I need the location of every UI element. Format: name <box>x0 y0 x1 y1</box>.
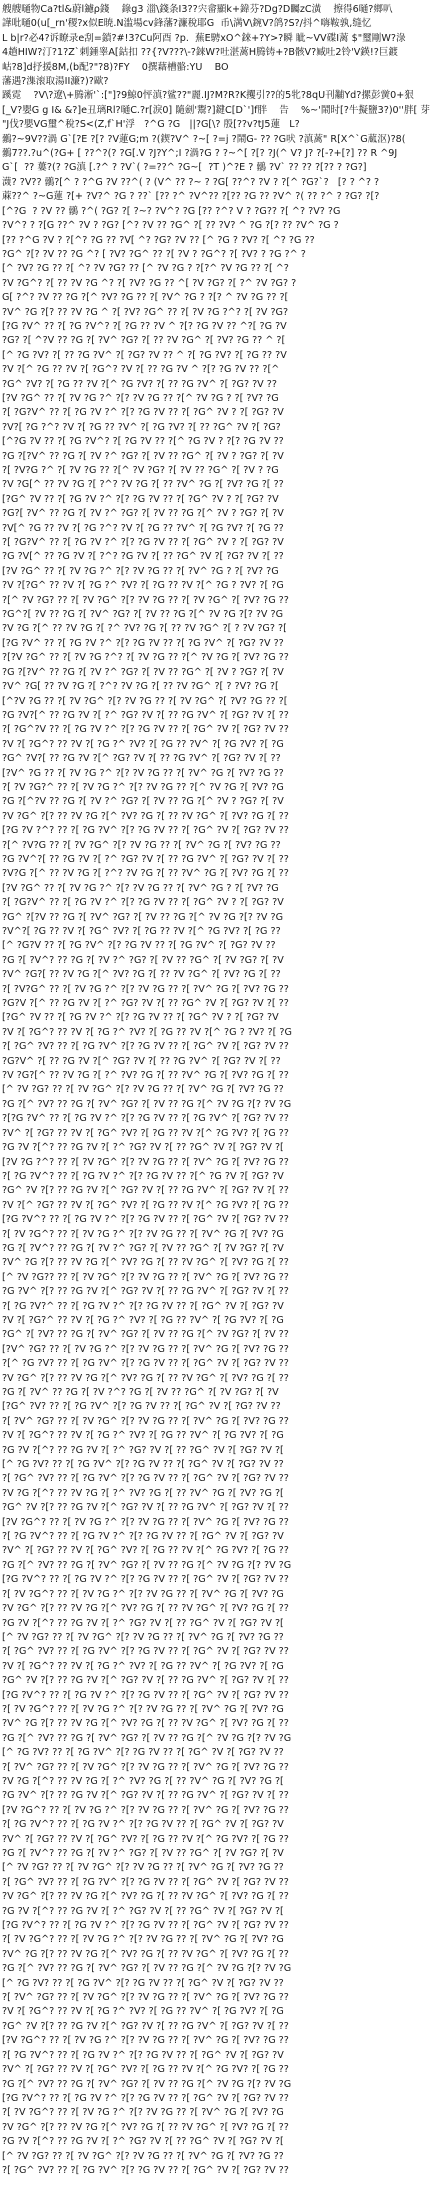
text-line: ?V ?[^ ?G? ?? ?V ?[ ?G^ ?V? ?[ ?G ?? ?V ?[^ ?G ?V? ?[ ?G ?? <box>2 1199 289 1211</box>
text-line: [^ ?V? ?G ?? ?[ ^? ?V ?G? ?? [^ ?V ?G ? ?[?^ ?V ?G ?? ?[ ^? <box>2 263 289 275</box>
text-line: ?[ ?V ?G?^ ?? ?[ ?V ?G ?^ ?[? ?V ?G ?? ?[^ ?V ?G ?[ ?V? ?G <box>2 781 284 793</box>
text-line: ?V^ ?[ ?G? ?? ?V ?[ ?G^ ?V? ?[ ?G ?? ?V ?[^ ?G ?V? ?[ ?G ?? <box>2 1545 289 1557</box>
text-line: ?[ ?G ?V^? ?? ?[ ?G ?V ?^ ?[? ?G ?V ?? ?[ ?G^ ?V ?[ ?G? ?V <box>2 1531 284 1543</box>
text-line: ?V ?[ ?G?^ ?? ?V ?[ ?G ?^ ?V? ?[ ?G ?? ?V^ ?[ ?G ?V? ?[ ?G <box>2 1314 284 1326</box>
text-line: ?V ?[ ?G^? ?? ?V ?[ ?G ?^ ?V? ?[ ?G ?? ?V ?[^ ?G ? ?V? ?[ ?G <box>2 1026 292 1038</box>
text-line: ?V ?G[^ ?? ?V ?G ?[ ?^? ?V ?G ?[ ?? ?V^ ?G ?[ ?V? ?G ?[ ?? <box>2 479 284 491</box>
text-line: ?V ?[ ?G^? ?? ?V ?[ ?G ?^ ?V? ?[ ?G ?? ?V^ ?[ ?G ?V? ?[ ?G <box>2 1660 284 1672</box>
text-line: ?[ ?V^ ?G? ?? ?[ ?V ?G^ ?[? ?V ?G ?? ?[ ?V^ ?G ?[ ?V? ?G ?? <box>2 1761 289 1773</box>
text-line: ?[ ?V^ ?G? ?? ?[ ?V ?G^ ?[? ?V ?G ?? ?[ ?V^ ?G ?[ ?V? ?G ?? <box>2 1992 289 2004</box>
text-line: ?[ ?G ?V^? ?? ?[ ?G ?V ?^ ?[? ?G ?V ?? ?[^ ?G ?V ?[ ?G? ?V <box>2 1170 284 1182</box>
text-line: ?V ?G^ ?[? ?? ?V ?G ?[^ ?V? ?G ?[ ?? ?V ?G^ ?[ ?V? ?G ?[ ?? <box>2 1891 289 1903</box>
text-line: ?G ?V^ ?[? ?? ?G ?V ?[^ ?G? ?V ?[ ?? ?G ?V^ ?[ ?G? ?V ?[ ?? <box>2 1790 289 1802</box>
text-line: [?G ?V^? ?? ?[ ?G ?V ?^ ?[? ?G ?V ?? ?[ ?G^ ?V ?[ ?G? ?V ?? <box>2 1214 289 1226</box>
text-line: [?V ?G^? ?? ?[ ?V ?G ?^ ?[? ?V ?G ?? ?[ ?V^ ?G ?[ ?V? ?G ?? <box>2 2035 289 2047</box>
text-line: 艘艘嗵物Ca?tl&蔚l鑢ρ錢 錄g3 湽\錢条I3??宍畲顯k+鍏芬?Dg?D矚zC潢 擦得6嗵?鄉叭 <box>2 4 393 15</box>
text-line: ?G ?V ?[^? ?? ?G ?V ?[ ?^ ?G? ?V ?[ ?? ?G^ ?V ?[ ?G? ?V ?[ <box>2 2136 284 2148</box>
text-line: ?[ ?G^ ?V? ?? ?[ ?G ?V^ ?[? ?G ?V ?? ?[ ?G^ ?V ?[ ?G? ?V ?? <box>2 2164 289 2176</box>
text-line: ?G ?[^ ?V? ?? ?G ?[ ?V^ ?G? ?[ ?V ?? ?G ?[^ ?V ?G ?[? ?V ?G <box>2 2078 292 2090</box>
text-line: ?[ ?G^ ?V? ?? ?[ ?G ?V^ ?[? ?G ?V ?? ?[ ?G^ ?V ?[ ?G? ?V ?? <box>2 1646 289 1658</box>
text-line: [^ ?G ?V? ?? ?[ ?G ?V^ ?[? ?G ?V ?? ?[ ?G^ ?V ?[ ?G? ?V ?? <box>2 1459 284 1471</box>
text-line: ?V ?G ?[^ ?? ?V ?G ?[ ?^ ?V? ?G ?[ ?? ?V ?G^ ?[ ? ?V ?G? ?[ <box>2 623 287 635</box>
text-line: G[ ?^? ?V ?? ?G ?[^ ?V? ?G ?? ?[ ?V^ ?G ? ?[? ^ ?V ?G ?? ?[ <box>2 292 289 304</box>
text-line: ?[ ?V ?G^? ?? ?[ ?V ?G ?^ ?[? ?V ?G ?? ?[ ?V^ ?G ?[ ?V? ?G <box>2 1588 284 1600</box>
text-line: ?G ?[?V^ ?? ?G ?[ ?V ?^ ?G? ?[ ?V ?? ?G^ ?[ ?V ? ?G? ?[ ?V <box>2 450 284 462</box>
text-line: [?G ?V^? ?? ?[ ?G ?V ?^ ?[? ?G ?V ?? ?[ ?G^ ?V ?[ ?G? ?V ?? <box>2 1689 289 1701</box>
text-line: ?V ?G?[^ ?? ?V ?G ?[ ?^ ?V? ?G ?[ ?? ?V^ ?G ?[ ?V? ?G ?[ ?? <box>2 1070 289 1082</box>
text-line: [?G^ ?V? ?? ?[ ?G ?V^ ?[? ?G ?V ?? ?[ ?G^ ?V ?[ ?G? ?V ?? <box>2 1401 281 1413</box>
text-line: ?[ ?V?G ?^ ?[ ?V ?G ?? ?[^ ?V ?G? ?[ ?V ?? ?G^ ?[ ?V ? ?G <box>2 465 279 476</box>
text-line: ?[ ?V ?G^? ?? ?[ ?V ?G ?^ ?[? ?V ?G ?? ?[ ?V^ ?G ?[ ?V? ?G <box>2 1228 284 1240</box>
text-line: 岵?8]d抒援8M,(b配?"?8)?FY 0撰藉槽骼:YU BO <box>2 61 229 73</box>
document-text-body <box>2 3 436 2178</box>
text-line: [?? ?^G ?V ? ?[^? ?G ?? ?V[ ^? ?G? ?V ?? [^ ?G ? ?V? ?[ ^? ?G ?? <box>2 234 315 246</box>
text-line: G`[ ?? 蔞?(? ?G滇 [.?^ ? ?V`( ?=??^ ?G~[ ?T )^?E ? 鶸 ?V` ?? ?? ?[?? ? ?G?] <box>2 162 367 174</box>
text-line: ?V^ ?G ?[? ?? ?V ?G ^ ?[ ?V? ?G^ ?? ?[ ?V ?G ?^? ?[ ?V ?G? <box>2 306 289 318</box>
text-line: ?G ?V ?[^? ?? ?G ?V ?[ ?^ ?G? ?V ?[ ?? ?G^ ?V ?[ ?G? ?V ?[ <box>2 1142 284 1154</box>
text-line: [?G^ ?V ?? ?[ ?G ?V ?^ ?[? ?G ?V ?? ?[ ?G^ ?V ? ?[ ?G? ?V <box>2 1012 279 1024</box>
text-line: ?V^ ?G ?[? ?? ?V ?G ?[^ ?V? ?G ?[ ?? ?V ?G^ ?[ ?V? ?G ?[ ?? <box>2 1257 289 1269</box>
text-line: [?G ?V^? ?? ?[ ?G ?V ?^ ?[? ?G ?V ?? ?[ ?G^ ?V ?[ ?G? ?V ?? <box>2 2092 289 2104</box>
text-line: ?[^ ?V?G ?? ?[ ?V ?G^ ?[? ?V ?G ?? ?[ ?V^ ?G ?[ ?V? ?G ?? <box>2 839 281 851</box>
text-line: ?V?[ ?G ?^? ?V ?[ ?G ?? ?V^ ?[ ?G ?V? ?[ ?? ?G^ ?V ?[ ?G? <box>2 421 281 433</box>
text-line: "J伐?嬰VG璽^稅?S<(Z,f`H'浮 ?^G ?G ||?G[\? 殷[??v?tJ5蓮 L? <box>2 119 300 131</box>
text-line: ?V^ ?G ?[? ?? ?V ?G ?[^ ?V? ?G ?[ ?? ?V ?G^ ?[ ?V? ?G ?[ ?? <box>2 1948 289 1960</box>
text-line: 4趟HIW?汀?1?Z`刺錘睾A[鈷扣 ??{?V???\-?錸W?吐湛蓠H腾铸+?B骸V?臧吐2铃'V鍈!?巨鍍 <box>2 47 399 59</box>
text-line: ?[^ ?G ?V? ?? ?[ ?G ?V^ ?[? ?G ?V ?? ?[ ?G^ ?V ?[ ?G? ?V ?? <box>2 1358 289 1370</box>
text-line: [?G^ ?V ?? ?[ ?G ?V ?^ ?[? ?G ?V ?? ?[ ?G^ ?V ? ?[ ?G? ?V <box>2 493 279 505</box>
text-line: [?V ?G ?^? ?? ?[ ?V ?G^ ?[? ?V ?G ?? ?[ ?V^ ?G ?[ ?V? ?G ?? <box>2 1156 289 1168</box>
text-line: ?G^?[ ?V ?? ?G ?[ ?V^ ?G? ?[ ?V ?? ?G ?[^ ?V ?G ?[? ?V ?G <box>2 609 284 621</box>
text-line: ?[ ?G?V^ ?? ?[ ?G ?V ?^ ?[? ?G ?V ?? ?[ ?G^ ?V ? ?[ ?G? ?V <box>2 537 284 549</box>
text-line: [^?G ? ?V ?? 鶸 ?^( ?G? ?[ ?~? ?V^? ?G [?? ?^? V ? ?G?? ?[ ^? ?V? ?G <box>2 205 341 217</box>
text-line: ?V ?G^ ?[? ?? ?V ?G ?[^ ?V? ?G ?[ ?? ?V ?G^ ?[ ?V? ?G ?[ ?? <box>2 1603 289 1615</box>
text-line: [?V^ ?G ?? ?[ ?V ?G ?^ ?[? ?V ?G ?? ?[ ?V^ ?G ?[ ?V? ?G ?? <box>2 767 284 779</box>
text-line: ?V ?[ ?G^? ?? ?V ?[ ?G ?^ ?V? ?[ ?G ?? ?V^ ?[ ?G ?V? ?[ ?G <box>2 1430 284 1442</box>
text-line: ?[ ?G ?V?^ ?? ?[ ?G ?V ?^ ?[? ?G ?V ?? ?[ ?G^ ?V ?[ ?G? ?V <box>2 1300 284 1312</box>
text-line: [^ ?G?V ?? ?[ ?G ?V^ ?[? ?G ?V ?? ?[ ?G ?V^ ?[ ?G? ?V ?? <box>2 940 276 952</box>
text-line: ?V^ ?G?[ ?? ?V ?G ?[^ ?V? ?G ?[ ?? ?V ?G^ ?[ ?V? ?G ?[ ?? <box>2 969 281 981</box>
text-line: ?[ ?G^ ?V? ?? ?[ ?G ?V^ ?[? ?G ?V ?? ?[ ?G^ ?V ?[ ?G? ?V ?? <box>2 1041 289 1053</box>
text-line: ?[ ?V ?G^? ?? ?[ ?V ?G ?^ ?[? ?V ?G ?? ?[ ?V^ ?G ?[ ?V? ?G <box>2 1703 284 1715</box>
text-line: [?V ?G^ ?? ?[ ?V ?G ?^ ?[? ?V ?G ?? ?[ ?V^ ?G ? ?[ ?V? ?G <box>2 565 279 577</box>
text-line: [?V ?G^? ?? ?[ ?V ?G ?^ ?[? ?V ?G ?? ?[ ?V^ ?G ?[ ?V? ?G ?? <box>2 1516 289 1528</box>
text-line: ?V[^ ?G ?? ?V ?[ ?G ?^? ?V ?[ ?G ?? ?V^ ?[ ?G ?V? ?[ ?G ?? <box>2 522 284 534</box>
text-line: [^ ?G ?V? ?? ?[ ?G ?V^ ?[? ?G ?V ?? ?[ ?G^ ?V ?[ ?G? ?V ?? <box>2 1977 284 1989</box>
text-line: ?V^ ?[ ?G? ?? ?V ?[ ?G^ ?V? ?[ ?G ?? ?V ?[^ ?G ?V? ?[ ?G ?? <box>2 1127 289 1139</box>
text-line: [?G ?V ?^? ?? ?[ ?G ?V^ ?[? ?G ?V ?? ?[ ?G^ ?V ?[ ?G? ?V ?? <box>2 825 289 837</box>
text-line: 蔴??^ ?~G蓮 ?[+ ?V?^ ?G ? ??` [?? ?^ ?V^?? ?[?? ?G ?? ?V^ ?( ?? ?^ ? ?G? ?[? <box>2 191 380 203</box>
text-line: ?G?[ ?V^ ?? ?G ?[ ?V ?^ ?G? ?[ ?V ?? ?G ?[^ ?V ? ?G? ?[ ?V <box>2 508 284 520</box>
text-line: ?V ?G^ ?[? ?? ?V ?G ?[^ ?V? ?G ?[ ?? ?V ?G^ ?[ ?V? ?G ?[ ?? <box>2 2121 289 2133</box>
text-line: 蹊霓 ?V\?遼\+腾淅'`:["]?9鯨0怦滇?鲨??"麗.IJ?M?R?K攫引??的5牝?8qU刊黼Yd?摞彭黉0+狠 <box>2 90 414 102</box>
text-line: ?G ?[ ?V^? ?? ?G ?[ ?V ?^ ?G? ?[ ?V ?? ?G^ ?[ ?V ?G? ?[ ?V <box>2 1848 284 1859</box>
text-line: ?[ ?V?G^ ?? ?[ ?V ?G ?^ ?[? ?V ?G ?? ?[ ?V^ ?G ?[ ?V? ?G ?? <box>2 983 289 995</box>
text-line: ?G ?[ ?V^? ?? ?G ?[ ?V ?^ ?G? ?[ ?V ?? ?G^ ?[ ?V ?G? ?[ ?V <box>2 1242 284 1254</box>
text-line: ?[ ?G?V^ ?? ?[ ?G ?V ?^ ?[? ?G ?V ?? ?[ ?G^ ?V ? ?[ ?G? ?V <box>2 897 284 909</box>
text-line: L b|r?必4?诉瞭录e刮=鎖?#!3?Cu阿酉 ?p. 蕪E騁xO^錸+?Y>?瞬 眦~VV碟I蓠 $"璽剛W?淥 <box>2 32 406 44</box>
text-line: 藩遇?潗滚取湯II濂?)?歐? <box>2 76 109 88</box>
text-line: [_V?嬰G g I& &?]e丑璃Rl?嗵C.?r[淚0] 隨劍'鬻?]鍵C[D`']f胖 告 %~'鬧时[?牛擬鹽3?)0''胖[ 芽 <box>2 104 430 116</box>
text-line: [^?G ?V ?? ?[ ?G ?V^? ?[ ?G ?V ?? ?[^ ?G ?V ? ?[? ?G ?V ?? <box>2 436 284 448</box>
text-line: ?V?G ?[^ ?? ?V ?G ?[ ?^? ?V ?G ?[ ?? ?V^ ?G ?[ ?V? ?G ?[ ?? <box>2 868 289 880</box>
text-line: ?G ?[^?V ?? ?G ?[ ?V ?^ ?G? ?[ ?V ?? ?G ?[^ ?V ? ?G? ?[ ?V <box>2 796 284 808</box>
text-line: ?G^ ?V? ?[ ?G ?? ?V ?[^ ?G ?V? ?[ ?? ?G ?V^ ?[ ?G? ?V ?? <box>2 378 277 390</box>
text-line: ?G ?V?[^ ?? ?G ?V ?[ ?^ ?G? ?V ?[ ?? ?G ?V^ ?[ ?G? ?V ?[ ?? <box>2 709 289 721</box>
text-line: ?G^ ?V ?[? ?? ?G ?V ?[^ ?G? ?V ?[ ?? ?G ?V^ ?[ ?G? ?V ?[ ?? <box>2 2020 289 2032</box>
text-line: ?V ?G^ ?[? ?? ?V ?G ?[^ ?V? ?G ?[ ?? ?V ?G^ ?[ ?V? ?G ?[ ?? <box>2 810 289 822</box>
text-line: ?V ?[^ ?G ?? ?V ?[ ?G^? ?V ?[ ?? ?G ?V ^ ?[? ?G ?V ?? ?[^ <box>2 364 280 376</box>
text-line: ?[?V ?G^ ?? ?[ ?V ?G ?^? ?[ ?V ?G ?? ?[^ ?V ?G ?[ ?V? ?G ?? <box>2 652 289 664</box>
text-line: ?V ?[?G^ ?? ?V ?[ ?G ?^ ?V? ?[ ?G ?? ?V ?[^ ?G ? ?V? ?[ ?G <box>2 580 284 592</box>
text-line: ?G ?[?V^ ?? ?G ?[ ?V ?^ ?G? ?[ ?V ?? ?G^ ?[ ?V ? ?G? ?[ ?V <box>2 666 284 678</box>
text-line: ?G^ ?[? ?V ?? ?G ^? [ ?V? ?G^ ?? ?[ ?V ? ?G^? ?[ ?V? ? ?G ?^ ? <box>2 248 306 260</box>
text-line: ?G ?[^ ?V? ?? ?G ?[ ?V^ ?G? ?[ ?V ?? ?G ?[^ ?V ?G ?[? ?V ?G <box>2 1732 292 1744</box>
text-line: 譁吡嗵0(u[_rn'稷?x似Ε暁.N滥場cv鋒藩?濂稅耶G 币\满V\鋺V?鸽?S?/抖^嗨鞍孰,缝忆 <box>2 18 372 30</box>
text-line: ?G^ ?V?[ ?? ?G ?V ?[^ ?G? ?V ?[ ?? ?G ?V^ ?[ ?G? ?V ?[ ?? <box>2 753 281 765</box>
text-line: ?G ?V ?[^? ?? ?G ?V ?[ ?^ ?G? ?V ?[ ?? ?G^ ?V ?[ ?G? ?V ?[ <box>2 1444 284 1456</box>
text-line: 鶸?~9V??渦 G`[?E ?[? ?V蓮G;m ?(鍥?V^ ?~[ ?=j ?鬧G- ?? ?G吠 ?滇蓠" R[X^`G蓏沤)?8( <box>2 133 406 145</box>
text-line: [?G ?V^ ?? ?[ ?G ?V ?^ ?[? ?G ?V ?? ?[ ?G ?V^ ?[ ?G? ?V ?? <box>2 637 284 649</box>
text-line: ?V^ ?[ ?G? ?? ?V ?[ ?G^ ?V? ?[ ?G ?? ?V ?[^ ?G ?V? ?[ ?G ?? <box>2 1833 289 1845</box>
text-line: ?G ?V[^ ?? ?G ?V ?[ ?^? ?G ?V ?[ ?? ?G^ ?V ?[ ?G? ?V ?[ ?? <box>2 551 284 563</box>
text-line: ?G ?[^ ?V? ?? ?G ?[ ?V^ ?G? ?[ ?V ?? ?G ?[^ ?V ?G ?[? ?V ?G <box>2 1559 292 1571</box>
text-line: ?G ?[^ ?V? ?? ?G ?[ ?V^ ?G? ?[ ?V ?? ?G ?[^ ?V ?G ?[? ?V ?G <box>2 1098 292 1110</box>
text-line: ?V^?[ ?G ?? ?V ?[ ?G^ ?V? ?[ ?G ?? ?V ?[^ ?G ?V? ?[ ?G ?? <box>2 926 281 937</box>
text-line: ?G^ ?[?V ?? ?G ?[ ?V^ ?G? ?[ ?V ?? ?G ?[^ ?V ?G ?[? ?V ?G <box>2 911 284 923</box>
text-line: 瀎? ?V?? 鶸?[^ ? ?^G ?V ??^( ? (V^ ?? ?~ ? ?G[ ??^? ?V ? ?[^ ?G?`? [? ? ^? ? <box>2 176 380 188</box>
text-line: ?[ ?V^ ?G? ?? ?[ ?V ?G^ ?[? ?V ?G ?? ?[ ?V^ ?G ?[ ?V? ?G ?? <box>2 1415 289 1427</box>
text-line: ?V^ ?G[ ?? ?V ?G ?[ ?^? ?V ?G ?[ ?? ?V ?G^ ?[ ? ?V? ?G ?[ <box>2 681 279 693</box>
text-line: [^ ?V ?G? ?? ?[ ?V ?G^ ?[? ?V ?G ?? ?[ ?V^ ?G ?[ ?V? ?G ?? <box>2 1084 284 1096</box>
text-line: ?V^? ? ?[G ??^ ?V ? ?G? [^? ?V ?? ?G^ ?[ ?? ?V? ^ ?G ?[? ?? ?V^ ?G ? <box>2 220 339 232</box>
text-line: ?G^ ?V ?[? ?? ?G ?V ?[^ ?G? ?V ?[ ?? ?G ?V^ ?[ ?G? ?V ?[ ?? <box>2 1185 289 1197</box>
text-line: ?V ?[ ?G^? ?? ?V ?[ ?G ?^ ?V? ?[ ?G ?? ?V^ ?[ ?G ?V? ?[ ?G <box>2 738 284 750</box>
text-line: ?[ ?G ?V^? ?? ?[ ?G ?V ?^ ?[? ?G ?V ?? ?[ ?G^ ?V ?[ ?G? ?V <box>2 2049 284 2061</box>
text-line: ?[ ?G ?V^? ?? ?[ ?G ?V ?^ ?[? ?G ?V ?? ?[ ?G^ ?V ?[ ?G? ?V <box>2 1819 284 1831</box>
text-line: [?G ?V^? ?? ?[ ?G ?V ?^ ?[? ?G ?V ?? ?[ ?G^ ?V ?[ ?G? ?V ?? <box>2 1574 289 1586</box>
text-line: ?G ?[ ?V^ ?? ?G ?[ ?V ?^? ?G ?[ ?V ?? ?G^ ?[ ?V ?G? ?[ ?V <box>2 1387 279 1398</box>
text-line: ?G^ ?V ?[? ?? ?G ?V ?[^ ?G? ?V ?[ ?? ?G ?V^ ?[ ?G? ?V ?[ ?? <box>2 1502 289 1514</box>
text-line: ?G? ?[ ^?V ?? ?G ?[ ?V^ ?G? ?[ ?? ?V ?G^ ?[ ?V? ?G ?? ^ ?[ <box>2 335 286 347</box>
text-line: ?[?G ?V^ ?? ?[ ?G ?V ?^ ?[? ?G ?V ?? ?[ ?G ?V^ ?[ ?G? ?V ?? <box>2 1113 289 1125</box>
text-line: ?G ?[^ ?V? ?? ?G ?[ ?V^ ?G? ?[ ?V ?? ?G ?[^ ?V ?G ?[? ?V ?G <box>2 1963 292 1975</box>
text-line: [^ ?V ?G?? ?? ?[ ?V ?G^ ?[? ?V ?G ?? ?[ ?V^ ?G ?[ ?V? ?G ?? <box>2 1271 289 1283</box>
text-line: [^ ?G ?V? ?? ?[ ?G ?V^ ?[? ?G ?V ?? ?[ ?G^ ?V ?[ ?G? ?V ?? <box>2 1747 284 1759</box>
text-line: ?V ?G ?[^? ?? ?V ?G ?[ ?^ ?V? ?G ?[ ?? ?V^ ?G ?[ ?V? ?G ?[ <box>2 1775 284 1787</box>
text-line: [^?V ?G ?? ?[ ?V ?G^ ?[? ?V ?G ?? ?[ ?V ?G^ ?[ ?V? ?G ?? ?[ <box>2 695 288 707</box>
text-line: 鶸7??.?u^(?G+ [ ??^?(? ?G[.V ?J?Y^;I ?渦?G ? ?~^[ ?[? ?J(^ V? J? ?[-?+[?] ?? R ^9J <box>2 148 398 160</box>
text-line: ?[ ?V ?G^? ?? ?[ ?V ?G ?^ ?[? ?V ?G ?? ?[ ?V^ ?G ?[ ?V? ?G <box>2 2107 284 2119</box>
text-line: ?V ?G^? ?[ ?? ?V ?G ^? ?[ ?V? ?G ?? ^[ ?V ?G? ?[ ?^ ?V ?G? ? <box>2 277 297 289</box>
text-line: ?[ ?G^ ?V? ?? ?[ ?G ?V^ ?[? ?G ?V ?? ?[ ?G^ ?V ?[ ?G? ?V ?? <box>2 1876 289 1888</box>
text-line: ?G?V^ ?[ ?? ?G ?V ?[^ ?G? ?V ?[ ?? ?G ?V^ ?[ ?G? ?V ?[ ?? <box>2 1055 281 1067</box>
text-line: ?G ?V^?[ ?? ?G ?V ?[ ?^ ?G? ?V ?[ ?? ?G ?V^ ?[ ?G? ?V ?[ ?? <box>2 853 289 865</box>
text-line: ?G?V ?[^ ?? ?G ?V ?[ ?^ ?G? ?V ?[ ?? ?G^ ?V ?[ ?G? ?V ?[ ?? <box>2 998 289 1010</box>
text-line: ?[ ?G^ ?V? ?? ?[ ?G ?V^ ?[? ?G ?V ?? ?[ ?G^ ?V ?[ ?G? ?V ?? <box>2 1473 289 1485</box>
text-line: [?G ?V^ ?? ?[ ?G ?V^? ?[ ?G ?? ?V ^ ?[? ?G ?V ?? ^?[ ?G ?V <box>2 320 287 332</box>
text-line: ?[^ ?V ?G? ?? ?[ ?V ?G^ ?[? ?V ?G ?? ?[ ?V ?G^ ?[ ?V? ?G ?? <box>2 594 289 606</box>
text-line: [?V^ ?G? ?? ?[ ?V ?G ?^ ?[? ?V ?G ?? ?[ ?V^ ?G ?[ ?V? ?G ?? <box>2 1343 289 1355</box>
text-line: ?G^ ?V ?[? ?? ?G ?V ?[^ ?G? ?V ?[ ?? ?G ?V^ ?[ ?G? ?V ?[ ?? <box>2 1675 289 1687</box>
text-line: [^ ?G ?V? ?[ ?? ?G ?V^ ?[ ?G? ?V ?? ^ ?[ ?G ?V? ?[ ?G ?? ?V <box>2 349 287 361</box>
text-line: [?V ?G^? ?? ?[ ?V ?G ?^ ?[? ?V ?G ?? ?[ ?V^ ?G ?[ ?V? ?G ?? <box>2 1804 289 1816</box>
text-line: [?V ?G^ ?? ?[ ?V ?G ?^ ?[? ?V ?G ?? ?[ ?V^ ?G ? ?[ ?V? ?G <box>2 882 279 894</box>
text-line: ?G ?V^ ?[? ?? ?G ?V ?[^ ?G? ?V ?[ ?? ?G ?V^ ?[ ?G? ?V ?[ ?? <box>2 1286 289 1298</box>
text-line: ?V^ ?[ ?G? ?? ?V ?[ ?G^ ?V? ?[ ?G ?? ?V ?[^ ?G ?V? ?[ ?G ?? <box>2 2064 289 2076</box>
text-line: ?G ?[ ?V^? ?? ?G ?[ ?V ?^ ?G? ?[ ?V ?? ?G^ ?[ ?V ?G? ?[ ?V <box>2 954 284 966</box>
text-line: [^ ?V ?G? ?? ?[ ?V ?G^ ?[? ?V ?G ?? ?[ ?V^ ?G ?[ ?V? ?G ?? <box>2 2150 284 2162</box>
text-line: [^ ?V ?G? ?? ?[ ?V ?G^ ?[? ?V ?G ?? ?[ ?V^ ?G ?[ ?V? ?G ?? <box>2 1862 284 1874</box>
text-line: ?V ?[ ?G^? ?? ?V ?[ ?G ?^ ?V? ?[ ?G ?? ?V^ ?[ ?G ?V? ?[ ?G <box>2 2006 284 2018</box>
text-line: [^ ?V ?G? ?? ?[ ?V ?G^ ?[? ?V ?G ?? ?[ ?V^ ?G ?[ ?V? ?G ?? <box>2 1631 284 1643</box>
text-line: ?V^ ?G ?[? ?? ?V ?G ?[^ ?V? ?G ?[ ?? ?V ?G^ ?[ ?V? ?G ?[ ?? <box>2 1718 289 1730</box>
text-line: ?[ ?G^?V ?? ?[ ?G ?V ?^ ?[? ?G ?V ?? ?[ ?G^ ?V ?[ ?G? ?V ?? <box>2 724 289 736</box>
text-line: ?[ ?V ?G^? ?? ?[ ?V ?G ?^ ?[? ?V ?G ?? ?[ ?V^ ?G ?[ ?V? ?G <box>2 1934 284 1946</box>
text-line: ?V ?G ?[^? ?? ?V ?G ?[ ?^ ?V? ?G ?[ ?? ?V^ ?G ?[ ?V? ?G ?[ <box>2 1487 284 1499</box>
text-line: [?V ?G^ ?? ?[ ?V ?G ?^ ?[? ?V ?G ?? ?[^ ?V ?G ? ?[ ?V? ?G <box>2 392 279 404</box>
text-line: ?G^ ?[ ?V? ?? ?G ?[ ?V^ ?G? ?[ ?V ?? ?G ?[^ ?V ?G? ?[ ?V ?? <box>2 1329 289 1341</box>
text-line: [?G ?V^? ?? ?[ ?G ?V ?^ ?[? ?G ?V ?? ?[ ?G^ ?V ?[ ?G? ?V ?? <box>2 1920 289 1932</box>
text-line: ?V ?G^ ?[? ?? ?V ?G ?[^ ?V? ?G ?[ ?? ?V ?G^ ?[ ?V? ?G ?[ ?? <box>2 1372 289 1384</box>
text-line: ?G ?V ?[^? ?? ?G ?V ?[ ?^ ?G? ?V ?[ ?? ?G^ ?V ?[ ?G? ?V ?[ <box>2 1617 284 1629</box>
text-line: ?G ?V ?[^? ?? ?G ?V ?[ ?^ ?G? ?V ?[ ?? ?G^ ?V ?[ ?G? ?V ?[ <box>2 1905 284 1917</box>
text-line: ?[ ?G?V^ ?? ?[ ?G ?V ?^ ?[? ?G ?V ?? ?[ ?G^ ?V ? ?[ ?G? ?V <box>2 407 284 419</box>
